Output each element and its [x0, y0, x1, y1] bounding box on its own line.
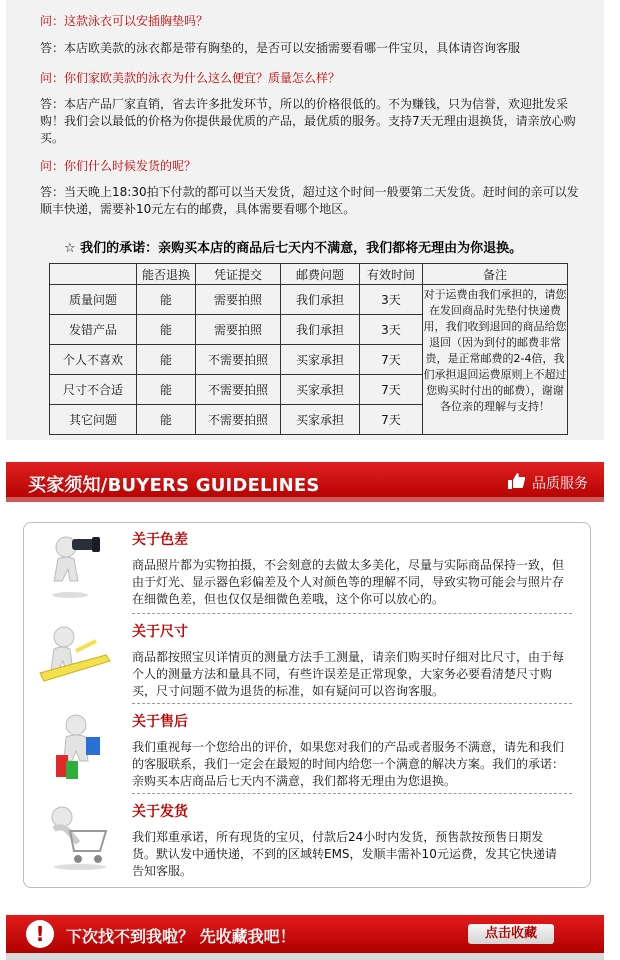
- table-header-cell: [50, 264, 137, 285]
- shopping-cart-figure-icon: [36, 801, 118, 873]
- table-cell: 个人不喜欢: [50, 345, 137, 375]
- faq-question: 问：你们什么时候发货的呢？: [40, 159, 197, 173]
- table-cell: 质量问题: [50, 285, 137, 315]
- table-cell: 能: [137, 285, 196, 315]
- buyers-guidelines-banner: [6, 462, 604, 502]
- table-cell: 7天: [360, 375, 423, 405]
- table-cell: 7天: [360, 405, 423, 435]
- table-cell: 不需要拍照: [196, 345, 281, 375]
- faq-answer: 答：当天晚上18:30拍下付款的都可以当天发货，超过这个时间一般要第二天发货。赶时间的亲可以发顺丰快递，需要补10元左右的邮费，具体需要看哪个地区。: [40, 185, 579, 216]
- table-cell: 能: [137, 345, 196, 375]
- table-cell: 尺寸不合适: [50, 375, 137, 405]
- table-cell: 需要拍照: [196, 315, 281, 345]
- table-cell: 能: [137, 375, 196, 405]
- divider: [132, 793, 572, 794]
- table-cell: 不需要拍照: [196, 375, 281, 405]
- faq-answer: 答：本店欧美款的泳衣都是带有胸垫的，是否可以安插需要看哪一件宝贝，具体请咨询客服: [40, 41, 521, 55]
- table-cell: 买家承担: [281, 345, 360, 375]
- return-promise: ☆ 我们的承诺：亲购买本店的商品后七天内不满意，我们都将无理由为你退换。: [64, 241, 523, 256]
- table-cell: 我们承担: [281, 285, 360, 315]
- banner-title: 买家须知/BUYERS GUIDELINES: [28, 475, 320, 496]
- guideline-title: 关于发货: [132, 804, 188, 820]
- divider: [132, 703, 572, 704]
- guideline-text: 我们郑重承诺，所有现货的宝贝，付款后24小时内发货，预售款按预售日期发货。默认发中通快递，不到的区域转EMS，发顺丰需补10元运费，发其它快递请告知客服。: [132, 830, 557, 878]
- table-row: [50, 285, 568, 315]
- thumbs-up-icon: [506, 472, 526, 490]
- table-cell: 其它问题: [50, 405, 137, 435]
- faq-question: 问：你们家欧美款的泳衣为什么这么便宜？质量怎么样？: [40, 71, 341, 85]
- guideline-title: 关于尺寸: [132, 624, 188, 640]
- table-note-cell: 对于运费由我们承担的，请您在发回商品时先垫付快递费用，我们收到退回的商品给您退回（因为到付的邮费非常贵，是正常邮费的2-4倍，我们承担退回运费原则上不超过您购买时付出的邮费），谢谢各位亲的理解与支持！: [423, 285, 568, 435]
- guideline-text: 我们重视每一个您给出的评价，如果您对我们的产品或者服务不满意，请先和我们的客服联系，我们一定会在最短的时间内给您一个满意的解决方案。我们的承诺：亲购买本店商品后七天内不满意，我们都将无理由为您退换。: [132, 740, 565, 788]
- table-cell: 买家承担: [281, 405, 360, 435]
- table-cell: 买家承担: [281, 375, 360, 405]
- table-cell: 不需要拍照: [196, 405, 281, 435]
- table-cell: 7天: [360, 345, 423, 375]
- guideline-item: [24, 523, 590, 611]
- table-header-cell: 邮费问题: [281, 264, 360, 285]
- quality-service-badge: 品质服务: [532, 476, 588, 492]
- table-cell: 发错产品: [50, 315, 137, 345]
- divider: [132, 613, 572, 614]
- guideline-title: 关于色差: [132, 532, 188, 548]
- table-header-row: [50, 264, 568, 285]
- table-cell: 能: [137, 315, 196, 345]
- shopping-bags-figure-icon: [36, 711, 118, 783]
- table-cell: 3天: [360, 285, 423, 315]
- footer-strip: [6, 953, 604, 960]
- binoculars-figure-icon: [36, 529, 118, 601]
- guideline-item: [24, 705, 590, 793]
- table-header-cell: 能否退换: [137, 264, 196, 285]
- guideline-text: 商品都按照宝贝详情页的测量方法手工测量，请亲们购买时仔细对比尺寸，由于每个人的测量方法和量具不同，有些许误差是正常现象，大家务必要看清楚尺寸购买，尺寸问题不做为退货的标准，如有疑问可以咨询客服。: [132, 650, 565, 698]
- table-header-cell: 有效时间: [360, 264, 423, 285]
- faq-section: [6, 0, 604, 440]
- bookmark-button[interactable]: 点击收藏: [468, 924, 554, 944]
- guideline-title: 关于售后: [132, 714, 188, 730]
- tape-measure-figure-icon: [36, 621, 118, 693]
- faq-answer: 答：本店产品厂家直销，省去许多批发环节，所以的价格很低的。不为赚钱，只为信誉，欢迎批发采购！我们会以最低的价格为你提供最优质的产品，最优质的服务。支持7天无理由退换货，请亲放心购买。: [40, 97, 576, 145]
- return-policy-table: [49, 263, 568, 435]
- bookmark-banner: [6, 915, 604, 953]
- table-cell: 我们承担: [281, 315, 360, 345]
- banner-stripe: [6, 497, 604, 502]
- guidelines-box: [23, 522, 591, 888]
- faq-question: 问：这款泳衣可以安插胸垫吗？: [40, 14, 209, 28]
- table-cell: 3天: [360, 315, 423, 345]
- guideline-item: [24, 615, 590, 703]
- table-cell: 能: [137, 405, 196, 435]
- table-header-cell: 凭证提交: [196, 264, 281, 285]
- guideline-text: 商品照片都为实物拍摄，不会刻意的去做太多美化，尽量与实际商品保持一致，但由于灯光、显示器色彩偏差及个人对颜色等的理解不同，导致实物可能会与照片存在细微色差，但也仅仅是细微色差哦，这个你可以放心的。: [132, 558, 565, 606]
- bookmark-text: 下次找不到我啦？ 先收藏我吧！: [66, 927, 296, 946]
- exclamation-icon: !: [26, 920, 54, 948]
- table-cell: 需要拍照: [196, 285, 281, 315]
- guideline-item: [24, 795, 590, 883]
- table-header-cell: 备注: [423, 264, 568, 285]
